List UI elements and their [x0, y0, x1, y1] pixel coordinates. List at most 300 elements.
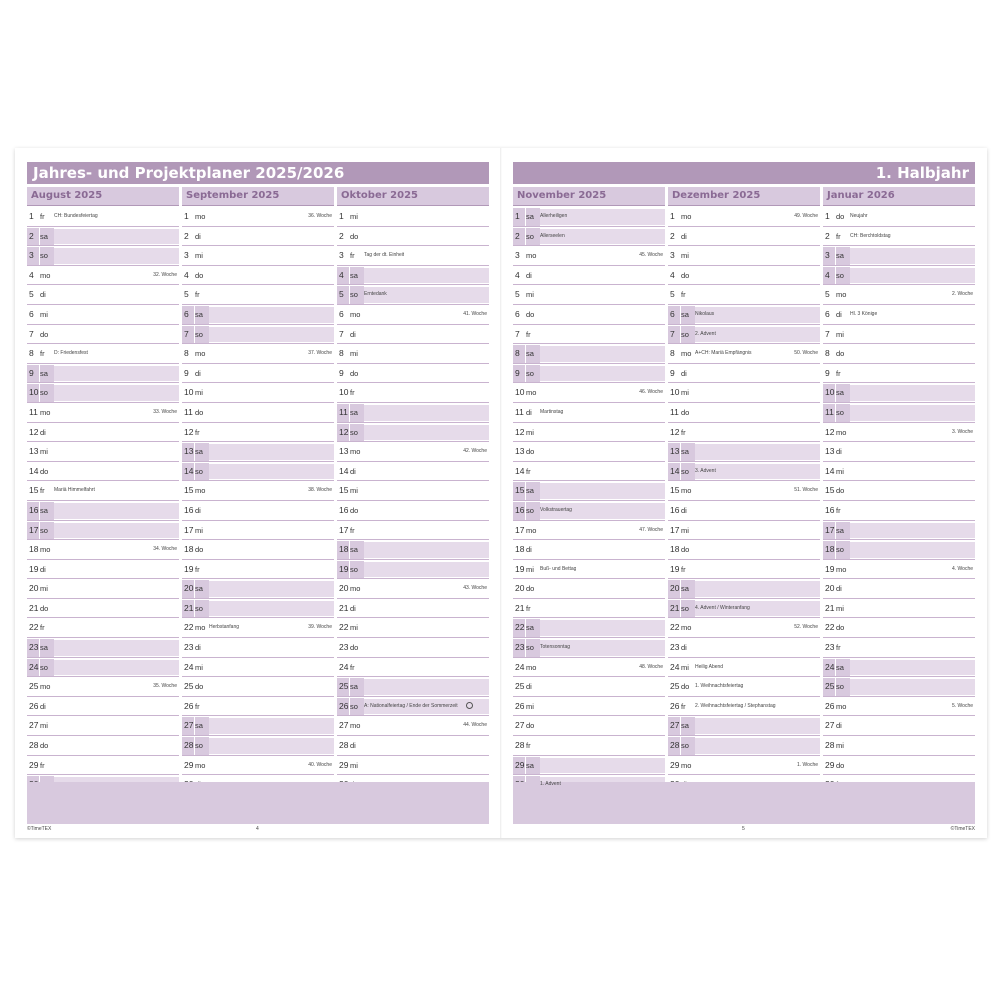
day-row[interactable]: [337, 659, 489, 678]
weekday: fr: [40, 760, 45, 770]
week-number: 5. Woche: [951, 702, 973, 709]
day-row[interactable]: [27, 443, 179, 462]
day-number: 1: [184, 211, 189, 221]
day-row[interactable]: [27, 326, 179, 345]
day-row[interactable]: [513, 522, 665, 541]
day-row[interactable]: [182, 424, 334, 443]
day-row[interactable]: [27, 580, 179, 599]
day-row[interactable]: [337, 737, 489, 756]
day-number: 2: [184, 230, 189, 241]
weekend-shading: [364, 268, 489, 284]
day-number: 19: [670, 563, 680, 574]
day-row[interactable]: [337, 365, 489, 384]
day-row[interactable]: [513, 424, 665, 443]
day-number: 2: [670, 230, 675, 241]
day-row[interactable]: [668, 522, 820, 541]
weekday: sa: [350, 267, 364, 285]
weekday: sa: [195, 306, 209, 324]
day-row[interactable]: [823, 208, 975, 227]
day-row[interactable]: [182, 247, 334, 266]
weekday: di: [40, 427, 46, 437]
day-row[interactable]: [668, 619, 820, 638]
day-row[interactable]: [27, 424, 179, 443]
day-number: 8: [29, 348, 34, 359]
day-row[interactable]: [182, 678, 334, 697]
day-row[interactable]: [27, 737, 179, 756]
day-row[interactable]: [823, 717, 975, 736]
day-row[interactable]: [513, 678, 665, 697]
day-row[interactable]: [513, 404, 665, 423]
day-row[interactable]: [337, 443, 489, 462]
day-row[interactable]: [182, 345, 334, 364]
day-row[interactable]: [182, 639, 334, 658]
day-number: 9: [27, 365, 40, 383]
day-row[interactable]: [337, 600, 489, 619]
day-row[interactable]: [668, 600, 820, 619]
day-row[interactable]: [337, 522, 489, 541]
day-row[interactable]: [668, 443, 820, 462]
day-row[interactable]: [182, 365, 334, 384]
day-row[interactable]: [823, 267, 975, 286]
day-row[interactable]: [668, 541, 820, 560]
day-row[interactable]: [27, 639, 179, 658]
month-column: [337, 187, 489, 777]
day-row[interactable]: [823, 522, 975, 541]
day-number: 3: [184, 250, 189, 261]
day-row[interactable]: [27, 228, 179, 247]
day-row[interactable]: [668, 384, 820, 403]
day-row[interactable]: [823, 482, 975, 501]
day-row[interactable]: [513, 228, 665, 247]
day-row[interactable]: [27, 365, 179, 384]
day-row[interactable]: [823, 757, 975, 776]
weekend-shading: [209, 327, 334, 343]
day-number: 27: [339, 720, 349, 731]
day-row[interactable]: [668, 502, 820, 521]
weekday: so: [195, 326, 209, 344]
weekday: do: [195, 545, 204, 555]
day-number: 8: [825, 348, 830, 359]
day-row[interactable]: [337, 463, 489, 482]
day-row[interactable]: [823, 502, 975, 521]
day-row[interactable]: [823, 326, 975, 345]
day-row[interactable]: [823, 404, 975, 423]
weekday: so: [195, 600, 209, 618]
day-row[interactable]: [337, 306, 489, 325]
day-row[interactable]: [823, 463, 975, 482]
weekday: mo: [195, 623, 206, 633]
day-row[interactable]: [668, 345, 820, 364]
day-row[interactable]: [337, 561, 489, 580]
weekday: sa: [350, 541, 364, 559]
holiday-label: [540, 776, 561, 794]
weekday: di: [681, 368, 687, 378]
day-row[interactable]: [182, 619, 334, 638]
weekend-shading: [850, 405, 975, 421]
planner-title: Jahres- und Projektplaner 2025/2026: [33, 164, 345, 182]
day-row[interactable]: [337, 717, 489, 736]
day-row[interactable]: [182, 737, 334, 756]
right-months: [513, 187, 975, 788]
day-number: 28: [825, 740, 835, 751]
day-row[interactable]: [513, 306, 665, 325]
weekday: fr: [836, 643, 841, 653]
day-number: 5: [515, 289, 520, 300]
day-row[interactable]: [513, 463, 665, 482]
day-row[interactable]: [823, 541, 975, 560]
day-row[interactable]: [337, 678, 489, 697]
weekday: mi: [40, 309, 48, 319]
weekday: mi: [526, 290, 534, 300]
day-list: [668, 208, 820, 814]
day-row[interactable]: [668, 698, 820, 717]
day-row[interactable]: [668, 267, 820, 286]
weekend-shading: [54, 503, 179, 519]
day-row[interactable]: [668, 561, 820, 580]
day-row[interactable]: [27, 600, 179, 619]
day-row[interactable]: [823, 384, 975, 403]
day-row[interactable]: [337, 208, 489, 227]
day-row[interactable]: [513, 326, 665, 345]
day-row[interactable]: [27, 502, 179, 521]
day-row[interactable]: [182, 267, 334, 286]
day-row[interactable]: [27, 404, 179, 423]
day-row[interactable]: [823, 306, 975, 325]
day-row[interactable]: [668, 463, 820, 482]
day-row[interactable]: [337, 757, 489, 776]
weekday: mi: [681, 662, 689, 672]
day-row[interactable]: [823, 619, 975, 638]
day-row[interactable]: [668, 208, 820, 227]
day-row[interactable]: [27, 561, 179, 580]
day-row[interactable]: [182, 384, 334, 403]
day-row[interactable]: [668, 639, 820, 658]
weekday: mi: [195, 525, 203, 535]
weekday: di: [836, 584, 842, 594]
day-row[interactable]: [27, 247, 179, 266]
week-number: 38. Woche: [308, 487, 332, 494]
day-row[interactable]: [668, 365, 820, 384]
weekday: so: [195, 463, 209, 481]
weekday: mi: [526, 564, 534, 574]
day-number: 9: [825, 367, 830, 378]
weekday: sa: [195, 443, 209, 461]
weekday: mi: [195, 388, 203, 398]
day-row[interactable]: [337, 698, 489, 717]
week-number: 2. Woche: [951, 291, 973, 298]
day-row[interactable]: [337, 619, 489, 638]
day-row[interactable]: [27, 286, 179, 305]
day-row[interactable]: [513, 286, 665, 305]
day-row[interactable]: [182, 326, 334, 345]
day-number: 15: [670, 485, 680, 496]
day-number: 10: [184, 387, 194, 398]
notes-area[interactable]: [513, 782, 975, 824]
weekday: mo: [836, 701, 847, 711]
day-row[interactable]: [513, 345, 665, 364]
day-row[interactable]: [668, 757, 820, 776]
day-number: 20: [29, 583, 39, 594]
day-row[interactable]: [513, 482, 665, 501]
day-number: 20: [515, 583, 525, 594]
day-row[interactable]: [668, 228, 820, 247]
day-number: 9: [670, 367, 675, 378]
day-row[interactable]: [513, 208, 665, 227]
holiday-text: 1. Weihnachtsfeiertag: [695, 683, 744, 690]
day-row[interactable]: [513, 502, 665, 521]
day-row[interactable]: [823, 443, 975, 462]
day-row[interactable]: [823, 639, 975, 658]
holiday-text: Herbstanfang: [209, 624, 240, 631]
day-row[interactable]: [182, 286, 334, 305]
day-row[interactable]: [27, 541, 179, 560]
notes-area[interactable]: [27, 782, 489, 824]
day-row[interactable]: [513, 267, 665, 286]
weekend-shading: [54, 248, 179, 264]
day-row[interactable]: [823, 424, 975, 443]
day-row[interactable]: [182, 482, 334, 501]
day-row[interactable]: [337, 639, 489, 658]
day-row[interactable]: [27, 659, 179, 678]
day-row[interactable]: [182, 698, 334, 717]
day-number: 14: [515, 465, 525, 476]
weekday: mi: [526, 427, 534, 437]
day-row[interactable]: [513, 600, 665, 619]
weekday: mi: [195, 662, 203, 672]
weekday: so: [526, 639, 540, 657]
weekday: fr: [526, 466, 531, 476]
day-row[interactable]: [337, 580, 489, 599]
day-number: 18: [29, 544, 39, 555]
weekday: di: [195, 643, 201, 653]
holiday-label: [540, 561, 576, 579]
day-row[interactable]: [668, 286, 820, 305]
day-number: 20: [668, 580, 681, 598]
day-number: 16: [670, 504, 680, 515]
day-row[interactable]: [823, 228, 975, 247]
day-row[interactable]: [668, 326, 820, 345]
day-row[interactable]: [182, 717, 334, 736]
day-row[interactable]: [513, 757, 665, 776]
weekday: so: [350, 286, 364, 304]
day-row[interactable]: [513, 561, 665, 580]
weekend-shading: [540, 366, 665, 382]
day-number: 3: [670, 250, 675, 261]
day-row[interactable]: [337, 247, 489, 266]
day-row[interactable]: [182, 757, 334, 776]
day-number: 9: [184, 367, 189, 378]
day-row[interactable]: [182, 541, 334, 560]
day-row[interactable]: [668, 737, 820, 756]
day-number: 1: [825, 211, 830, 221]
day-row[interactable]: [668, 659, 820, 678]
weekday: do: [681, 407, 690, 417]
day-row[interactable]: [337, 482, 489, 501]
day-row[interactable]: [513, 698, 665, 717]
weekday: fr: [681, 701, 686, 711]
day-row[interactable]: [668, 482, 820, 501]
day-row[interactable]: [27, 482, 179, 501]
day-number: 17: [184, 524, 194, 535]
weekday: do: [350, 368, 359, 378]
day-number: 7: [182, 326, 195, 344]
day-number: 20: [182, 580, 195, 598]
day-number: 22: [670, 622, 680, 633]
weekday: mo: [40, 682, 51, 692]
day-row[interactable]: [182, 600, 334, 619]
day-row[interactable]: [337, 384, 489, 403]
weekday: sa: [350, 404, 364, 422]
day-row[interactable]: [668, 717, 820, 736]
day-number: 26: [184, 700, 194, 711]
day-number: 16: [513, 502, 526, 520]
day-row[interactable]: [182, 522, 334, 541]
weekday: di: [350, 466, 356, 476]
day-row[interactable]: [182, 659, 334, 678]
day-number: 23: [670, 642, 680, 653]
day-row[interactable]: [513, 717, 665, 736]
day-row[interactable]: [182, 228, 334, 247]
weekday: so: [526, 228, 540, 246]
day-row[interactable]: [27, 267, 179, 286]
holiday-text: Nikolaus: [695, 310, 715, 317]
week-number: 1. Woche: [796, 761, 818, 768]
weekday: so: [836, 541, 850, 559]
day-row[interactable]: [668, 404, 820, 423]
weekday: sa: [836, 384, 850, 402]
day-number: 6: [668, 306, 681, 324]
holiday-label: [850, 208, 868, 226]
day-row[interactable]: [513, 365, 665, 384]
day-row[interactable]: [513, 541, 665, 560]
day-row[interactable]: [513, 737, 665, 756]
day-row[interactable]: [668, 306, 820, 325]
day-row[interactable]: [668, 424, 820, 443]
weekend-shading: [850, 679, 975, 695]
day-row[interactable]: [823, 286, 975, 305]
day-row[interactable]: [182, 463, 334, 482]
day-row[interactable]: [182, 580, 334, 599]
day-row[interactable]: [27, 757, 179, 776]
weekday: di: [195, 505, 201, 515]
day-number: 10: [823, 384, 836, 402]
day-row[interactable]: [337, 404, 489, 423]
month-header: Oktober 2025: [337, 187, 489, 206]
day-number: 1: [29, 211, 34, 221]
day-row[interactable]: [337, 424, 489, 443]
day-number: 25: [670, 681, 680, 692]
weekday: di: [40, 290, 46, 300]
day-row[interactable]: [182, 561, 334, 580]
day-row[interactable]: [27, 345, 179, 364]
week-number: 47. Woche: [639, 526, 663, 533]
day-row[interactable]: [823, 345, 975, 364]
week-number: 45. Woche: [639, 252, 663, 259]
day-row[interactable]: [27, 717, 179, 736]
day-number: 18: [823, 541, 836, 559]
day-number: 11: [29, 406, 38, 417]
day-row[interactable]: [337, 286, 489, 305]
day-row[interactable]: [513, 384, 665, 403]
weekday: di: [526, 545, 532, 555]
day-number: 26: [515, 700, 525, 711]
day-row[interactable]: [27, 522, 179, 541]
day-row[interactable]: [337, 541, 489, 560]
day-row[interactable]: [513, 580, 665, 599]
day-row[interactable]: [513, 639, 665, 658]
day-row[interactable]: [668, 678, 820, 697]
weekend-shading: [364, 562, 489, 578]
day-row[interactable]: [182, 208, 334, 227]
holiday-text: 4. Advent / Winteranfang: [695, 604, 750, 611]
day-row[interactable]: [823, 600, 975, 619]
day-number: 11: [184, 406, 193, 417]
planner-spread: [15, 148, 987, 838]
day-row[interactable]: [27, 698, 179, 717]
day-row[interactable]: [27, 463, 179, 482]
day-row[interactable]: [182, 404, 334, 423]
holiday-label: [850, 228, 891, 246]
weekday: mi: [526, 701, 534, 711]
day-row[interactable]: [513, 619, 665, 638]
holiday-label: [695, 698, 776, 716]
day-row[interactable]: [27, 208, 179, 227]
day-row[interactable]: [823, 365, 975, 384]
day-row[interactable]: [823, 737, 975, 756]
day-row[interactable]: [27, 678, 179, 697]
weekend-shading: [209, 718, 334, 734]
weekend-shading: [540, 346, 665, 362]
day-number: 14: [668, 463, 681, 481]
week-number: 48. Woche: [639, 663, 663, 670]
day-row[interactable]: [513, 247, 665, 266]
weekday: fr: [526, 741, 531, 751]
day-row[interactable]: [27, 384, 179, 403]
weekday: mo: [836, 427, 847, 437]
day-row[interactable]: [823, 247, 975, 266]
day-row[interactable]: [668, 580, 820, 599]
day-row[interactable]: [337, 345, 489, 364]
day-row[interactable]: [823, 659, 975, 678]
day-row[interactable]: [668, 247, 820, 266]
day-row[interactable]: [337, 326, 489, 345]
day-row[interactable]: [513, 443, 665, 462]
weekday: do: [40, 329, 49, 339]
weekday: do: [836, 760, 845, 770]
day-number: 19: [29, 563, 39, 574]
day-row[interactable]: [823, 580, 975, 599]
day-row[interactable]: [27, 619, 179, 638]
day-row[interactable]: [182, 502, 334, 521]
day-row[interactable]: [823, 561, 975, 580]
day-row[interactable]: [182, 306, 334, 325]
day-row[interactable]: [182, 443, 334, 462]
day-row[interactable]: [27, 306, 179, 325]
day-row[interactable]: [337, 502, 489, 521]
day-row[interactable]: [823, 698, 975, 717]
day-row[interactable]: [337, 267, 489, 286]
month-header: August 2025: [27, 187, 179, 206]
weekday: mo: [681, 623, 692, 633]
weekend-shading: [364, 542, 489, 558]
day-row[interactable]: [513, 659, 665, 678]
day-number: 21: [182, 600, 195, 618]
day-row[interactable]: [823, 678, 975, 697]
day-number: 7: [668, 326, 681, 344]
weekday: so: [350, 424, 364, 442]
day-row[interactable]: [337, 228, 489, 247]
day-number: 21: [825, 602, 835, 613]
